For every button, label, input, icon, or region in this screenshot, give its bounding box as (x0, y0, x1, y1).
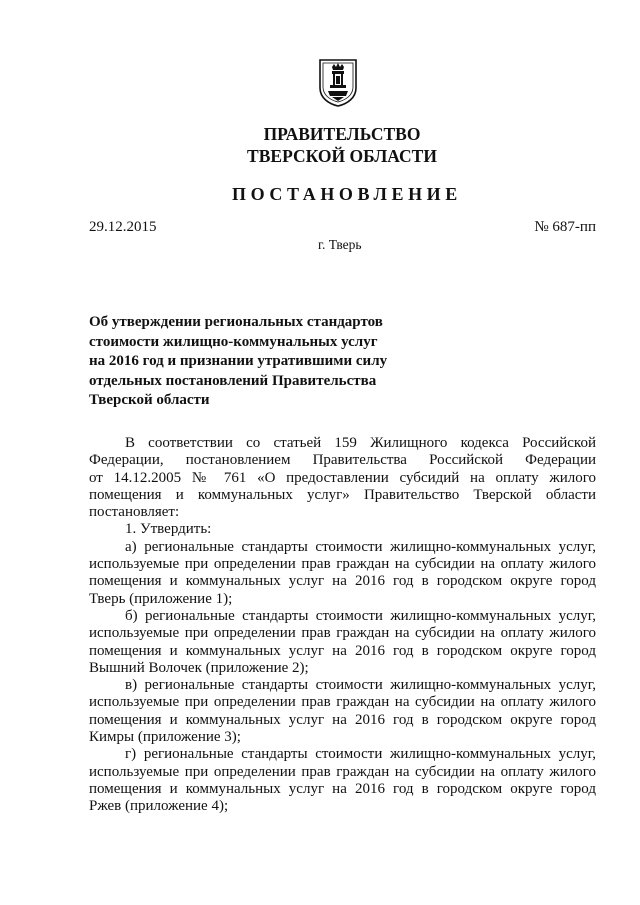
text-line: используемые при определении прав граждан на субсидии на оплату жилого (89, 694, 596, 711)
text-line: Вышний Волочек (приложение 2); (89, 659, 309, 676)
text-line: г) региональные стандарты стоимости жилищно-коммунальных услуг, (125, 746, 596, 763)
subitem-b-paragraph (89, 608, 596, 677)
coat-of-arms-icon (318, 58, 358, 108)
document-date: 29.12.2015 (89, 219, 157, 235)
text-line: Тверь (приложение 1); (89, 590, 233, 607)
text-line: Ржев (приложение 4); (89, 798, 229, 815)
government-title-line1: ПРАВИТЕЛЬСТВО (263, 124, 421, 144)
text-line: помещения и коммунальных услуг на 2016 год в городском округе город (89, 642, 596, 659)
item-1-paragraph (89, 521, 596, 538)
text-line: Федерации, постановлением Правительства Российской Федерации (89, 452, 596, 469)
subject-line: стоимости жилищно-коммунальных услуг (89, 333, 378, 350)
subject-line: на 2016 год и признании утратившими силу (89, 353, 388, 370)
text-line: используемые при определении прав граждан на субсидии на оплату жилого (89, 625, 596, 642)
subitem-a-paragraph (89, 539, 596, 608)
text-line: Кимры (приложение 3); (89, 729, 241, 746)
subject-line: Об утверждении региональных стандартов (89, 314, 383, 330)
text-line: от 14.12.2005 № 761 «О предоставлении субсидий на оплату жилого (89, 469, 596, 486)
document-body (89, 435, 596, 816)
text-line: а) региональные стандарты стоимости жилищно-коммунальных услуг, (125, 538, 596, 555)
text-line: 1. Утвердить: (125, 521, 212, 538)
document-city: г. Тверь (318, 237, 362, 252)
text-line: б) региональные стандарты стоимости жилищно-коммунальных услуг, (125, 607, 596, 624)
document-type: ПОСТАНОВЛЕНИЕ (232, 184, 462, 204)
government-title-line2: ТВЕРСКОЙ ОБЛАСТИ (247, 146, 437, 166)
subject-line: отдельных постановлений Правительства (89, 372, 377, 389)
text-line: используемые при определении прав граждан на субсидии на оплату жилого (89, 763, 596, 780)
text-line: постановляет: (89, 504, 180, 521)
subitem-g-paragraph (89, 746, 596, 815)
text-line: помещения и коммунальных услуг» Правительство Тверской области (89, 486, 596, 503)
preamble-paragraph (89, 435, 596, 521)
text-line: используемые при определении прав граждан на субсидии на оплату жилого (89, 556, 596, 573)
text-line: помещения и коммунальных услуг на 2016 год в городском округе город (89, 780, 596, 797)
text-line: помещения и коммунальных услуг на 2016 год в городском округе город (89, 573, 596, 590)
text-line: помещения и коммунальных услуг на 2016 год в городском округе город (89, 711, 596, 728)
subitem-v-paragraph (89, 677, 596, 746)
document-number: № 687-пп (534, 219, 596, 235)
text-line: в) региональные стандарты стоимости жилищно-коммунальных услуг, (125, 677, 596, 694)
text-line: В соответствии со статьей 159 Жилищного кодекса Российской (125, 435, 596, 451)
subject-line: Тверской области (89, 392, 210, 409)
document-subject (89, 313, 409, 411)
